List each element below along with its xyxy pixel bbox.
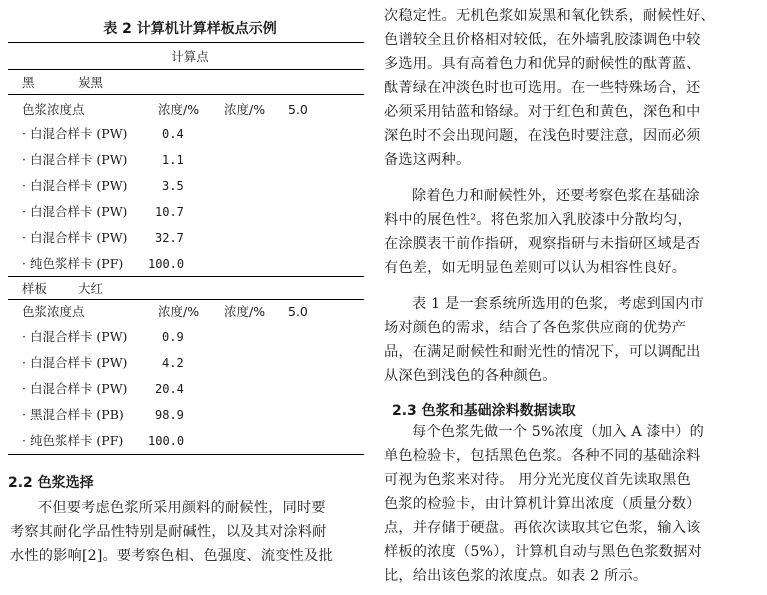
group-header-name: 色浆浓度点	[22, 102, 85, 117]
paragraph-line: 水性的影响[2]。要考察色相、色强度、流变性及批	[10, 548, 333, 564]
paragraph-line: 有色差，如无明显色差则可以认为相容性良好。	[384, 260, 687, 276]
group-rule	[8, 299, 364, 300]
table-row-name: · 白混合样卡 (PW)	[22, 381, 128, 396]
paragraph-line: 备选这两种。	[384, 152, 471, 168]
table-row-name: · 纯色浆样卡 (PF)	[22, 256, 124, 271]
table-row-value: 32.7	[155, 231, 184, 245]
table-row-name: · 白混合样卡 (PW)	[22, 329, 128, 344]
paragraph-line: 料中的展色性²。将色浆加入乳胶漆中分散均匀，	[384, 212, 693, 228]
table-row-name: · 白混合样卡 (PW)	[22, 178, 128, 193]
group-header-c3: 5.0	[288, 304, 308, 319]
paragraph-1	[384, 4, 754, 172]
table-top-rule	[8, 42, 364, 43]
group-header-c2: 浓度/%	[224, 304, 266, 319]
table-title: 表 2 计算机计算样板点示例	[103, 21, 277, 37]
paragraph-3	[384, 292, 754, 388]
paragraph-line: 次稳定性。无机色浆如炭黑和氧化铁系，耐候性好、	[384, 8, 715, 24]
group-label-1: 样板	[22, 281, 48, 296]
left-column	[0, 0, 380, 595]
paragraph-line: 场对颜色的需求，结合了各色浆供应商的优势产	[384, 320, 687, 336]
group-label-2: 大红	[78, 281, 104, 296]
paragraph-4	[384, 420, 754, 588]
section-heading: 2.2 色浆选择	[8, 475, 94, 491]
paragraph-line: 在涂膜表干前作指研，观察指研与未指研区域是否	[384, 236, 701, 252]
paragraph-2	[384, 184, 754, 280]
paragraph-line: 样板的浓度（5%），计算机自动与黑色色浆数据对	[384, 544, 702, 560]
paragraph-line: 不但要考虑色浆所采用颜料的耐候性，同时要	[38, 500, 326, 516]
table-row-value: 0.9	[162, 330, 184, 344]
group-rule	[8, 94, 364, 95]
paragraph-line: 酞菁绿在冲淡色时也可选用。在一些特殊场合，还	[384, 80, 701, 96]
table-subheader: 计算点	[171, 49, 209, 64]
section-heading: 2.3 色浆和基础涂料数据读取	[392, 403, 576, 419]
paragraph-line: 每个色浆先做一个 5%浓度（加入 A 漆中）的	[412, 424, 705, 440]
table-row-value: 98.9	[155, 408, 184, 422]
table-row-name: · 纯色浆样卡 (PF)	[22, 433, 124, 448]
table-row-value: 100.0	[148, 434, 185, 448]
paragraph-line: 色浆的检验卡，由计算机计算出浓度（质量分数）	[384, 496, 701, 512]
right-column	[384, 0, 764, 595]
table-row-value: 0.4	[162, 127, 184, 141]
table-row-value: 4.2	[162, 356, 184, 370]
table-row-name: · 白混合样卡 (PW)	[22, 126, 128, 141]
table-row-value: 3.5	[162, 179, 184, 193]
group-header-c1: 浓度/%	[158, 102, 200, 117]
table-row-name: · 黑混合样卡 (PB)	[22, 407, 124, 422]
table-row-value: 20.4	[155, 382, 184, 396]
table-row-name: · 白混合样卡 (PW)	[22, 230, 128, 245]
group-divider-rule	[8, 276, 364, 277]
group-header-c2: 浓度/%	[224, 102, 266, 117]
group-header-c3: 5.0	[288, 102, 308, 117]
group-header-name: 色浆浓度点	[22, 304, 85, 319]
group-label-2: 炭黑	[78, 75, 104, 90]
paragraph-line: 除着色力和耐候性外，还要考察色浆在基础涂	[412, 188, 700, 204]
table-row-name: · 白混合样卡 (PW)	[22, 204, 128, 219]
table-row-name: · 白混合样卡 (PW)	[22, 152, 128, 167]
paragraph-line: 可视为色浆来对待。 用分光光度仪首先读取黑色	[384, 472, 691, 488]
group-header-c1: 浓度/%	[158, 304, 200, 319]
table-row-value: 10.7	[155, 205, 184, 219]
paragraph-line: 考察其耐化学品性特别是耐碱性，以及其对涂料耐	[10, 524, 327, 540]
group-label-1: 黑	[22, 75, 35, 90]
table-subheader-rule	[8, 69, 364, 70]
table-row-value: 1.1	[162, 153, 184, 167]
paragraph-line: 深色时不会出现问题，在浅色时要注意，因而必须	[384, 128, 701, 144]
paragraph-line: 多选用。具有高着色力和优异的耐候性的酞菁蓝、	[384, 56, 701, 72]
paragraph-line: 品，在满足耐候性和耐光性的情况下，可以调配出	[384, 344, 701, 360]
paragraph-line: 比，给出该色浆的浓度点。如表 2 所示。	[384, 568, 648, 584]
table-row-name: · 白混合样卡 (PW)	[22, 355, 128, 370]
table-bottom-rule	[8, 454, 364, 455]
left-paragraph	[10, 496, 372, 568]
paragraph-line: 点，并存储于硬盘。再依次读取其它色浆，输入该	[384, 520, 701, 536]
paragraph-line: 单色检验卡，包括黑色色浆。各种不同的基础涂料	[384, 448, 701, 464]
paragraph-line: 色谱较全且价格相对较低，在外墙乳胶漆调色中较	[384, 32, 701, 48]
paragraph-line: 表 1 是一套系统所选用的色浆，考虑到国内市	[412, 296, 705, 312]
paragraph-line: 从深色到浅色的各种颜色。	[384, 368, 557, 384]
paragraph-line: 必须采用钴蓝和铬绿。对于红色和黄色，深色和中	[384, 104, 701, 120]
table-row-value: 100.0	[148, 257, 185, 271]
